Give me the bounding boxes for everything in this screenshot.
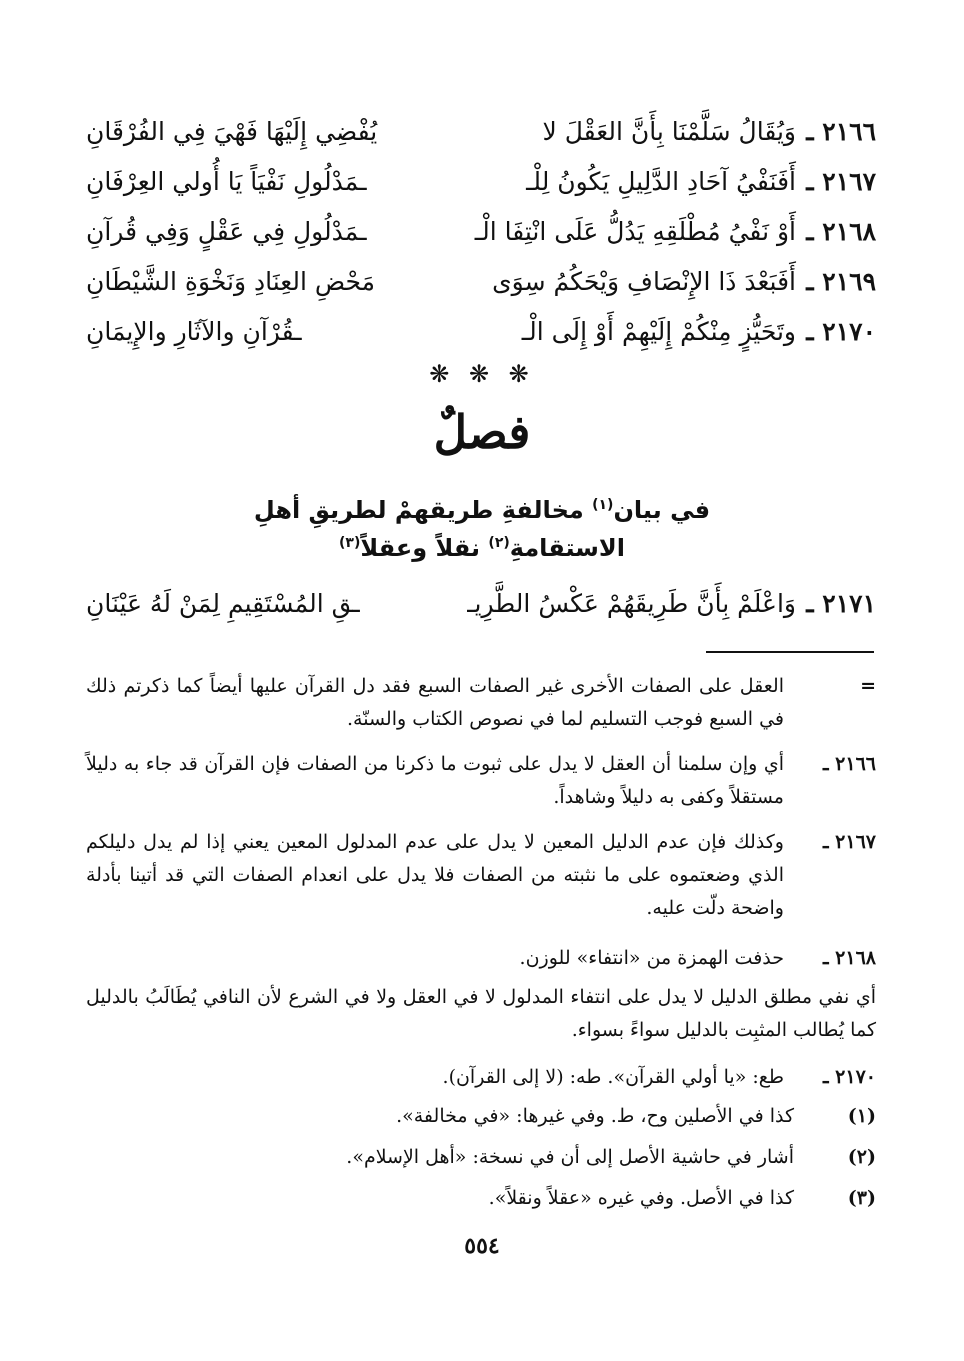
chapter-heading-line-1: [150, 488, 814, 527]
verse-second-hemistich: ـقِ المُسْتَقِيمِ لِمَنْ لَهُ عَيْنَانِ: [86, 589, 360, 618]
verse-number: ٢١٦٨ ـ: [806, 217, 876, 246]
footnote-number: ٢١٧٠ ـ: [822, 1066, 876, 1088]
footnote-number: ٢١٦٨ ـ: [822, 947, 876, 969]
verse-first-hemistich: أَفَبَعْدَ ذَا الإِنْصَافِ وَيْحَكُمُ سِوَى: [492, 267, 796, 296]
footnote-2166: [86, 748, 876, 814]
footnote-text: العقل على الصفات الأخرى غير الصفات السبع فقد دل القرآن عليها أيضاً كما ذكرتم ذلك في السبع فوجب التسليم لما في نصوص الكتاب والسنّة.: [86, 675, 784, 730]
verse-line: [86, 262, 876, 302]
reference-note-1: [86, 1100, 876, 1133]
reference-number: (٢): [847, 1146, 876, 1168]
footnote-2168-explanation: [86, 981, 876, 1047]
footnote-text: طع: «يا أولي القرآن». طه: (لا إلى القرآن).: [442, 1066, 784, 1088]
heading-text: في بيان: [613, 496, 711, 524]
heading-text: الاستقامةِ: [509, 534, 625, 562]
footnote-text: وكذلك فإن عدم الدليل المعين لا يدل على عدم المدلول المعين يعني إذا لم يدل دليلكم الذي وضعتموه على ما نثبته من الصفات فلا يدل على انعدام الصفات التي قد أتينا بأدلة واضحة دلّت عليه.: [86, 831, 784, 919]
verse-number: ٢١٧١ ـ: [806, 589, 876, 618]
page-number: ٥٥٤: [464, 1233, 500, 1259]
verse-number: ٢١٦٦ ـ: [806, 117, 876, 146]
footnote-ref-2: (٢): [488, 535, 510, 551]
heading-text: نقلاً وعقلاً: [360, 534, 489, 562]
verse-second-hemistich: يُفْضِي إِلَيْهَا فَهْيَ فِي الفُرْقَانِ: [86, 117, 378, 146]
reference-number: (١): [847, 1105, 876, 1127]
verse-first-hemistich: أَوْ نَفْيُ مُطْلَقِهِ يَدُلُّ عَلَى انْتِفَا الْـ: [474, 217, 796, 246]
verse-first-hemistich: وتَحَيُّزٍ مِنْكُمْ إِلَيْهِمْ أَوْ إِلَى الْـ: [521, 317, 796, 346]
verse-first-hemistich: أَفَنَفْيُ آحَادِ الدَّلِيلِ يَكُونُ لِلْـ: [526, 167, 796, 196]
verse-line: [86, 112, 876, 152]
reference-text: كذا في الأصل. وفي غيره «عقلاً ونقلاً».: [488, 1187, 794, 1209]
reference-number: (٣): [847, 1187, 876, 1209]
footnote-separator: [706, 651, 874, 653]
verse-line: [86, 162, 876, 202]
reference-text: أشار في حاشية الأصل إلى أن في نسخة: «أهل الإسلام».: [346, 1146, 794, 1168]
reference-note-3: [86, 1182, 876, 1215]
verse-line: [86, 584, 876, 624]
reference-text: كذا في الأصلين وح، ط. وفي غيرها: «في مخالفة».: [396, 1105, 794, 1127]
reference-note-2: [86, 1141, 876, 1174]
footnote-continuation: [86, 670, 876, 736]
verse-number: ٢١٦٩ ـ: [806, 267, 876, 296]
verse-second-hemistich: ـقُرْآنِ والآثَارِ والإِيمَانِ: [86, 317, 302, 346]
footnote-text: أي نفي مطلق الدليل لا يدل على انتفاء المدلول لا في العقل ولا في الشرع لأن النافي يُطَالَبُ بالدليل كما يُطالب المثبِت بالدليل سواءً بسواء.: [86, 986, 876, 1041]
footnote-text: حذفت الهمزة من «انتفاء» للوزن.: [519, 947, 784, 969]
footnote-2168: [86, 942, 876, 975]
footnote-2167: [86, 826, 876, 925]
continuation-mark: =: [860, 675, 876, 697]
verse-number: ٢١٧٠ ـ: [806, 317, 876, 346]
footnote-text: أي وإن سلمنا أن العقل لا يدل على ثبوت ما ذكرنا من الصفات فإن القرآن قد جاء به دليلاً مستقلاً وكفى به دليلاً وشاهداً.: [86, 753, 784, 808]
verse-second-hemistich: ـمَدْلُولِ فِي عَقْلٍ وَفِي قُرآنِ: [86, 217, 367, 246]
verse-number: ٢١٦٧ ـ: [806, 167, 876, 196]
footnote-ref-1: (١): [592, 497, 614, 513]
stars-divider: ❋ ❋ ❋: [429, 360, 535, 388]
chapter-heading-line-2: [150, 526, 814, 565]
footnote-ref-3: (٣): [339, 535, 361, 551]
verse-first-hemistich: وَاعْلَمْ بِأَنَّ طَرِيقَهُمْ عَكْسُ الطَّرِيـ: [467, 589, 796, 618]
verse-first-hemistich: وَيُقَالُ سَلَّمْنَا بِأَنَّ العَقْلَ لا: [542, 117, 796, 146]
verse-second-hemistich: ـمَدْلُولِ نَفْيَاً يَا أُولي العِرْفَانِ: [86, 167, 367, 196]
footnote-number: ٢١٦٧ ـ: [822, 831, 876, 853]
footnote-2170: [86, 1061, 876, 1094]
heading-text: مخالفةِ طريقهمْ لطريقِ أهلِ: [253, 496, 593, 524]
footnote-number: ٢١٦٦ ـ: [822, 753, 876, 775]
section-title: فصلٌ: [433, 405, 531, 459]
verse-line: [86, 212, 876, 252]
verse-line: [86, 312, 876, 352]
verse-second-hemistich: مَحْضِ العِنَادِ وَنَخْوَةِ الشَّيْطَانِ: [86, 267, 375, 296]
